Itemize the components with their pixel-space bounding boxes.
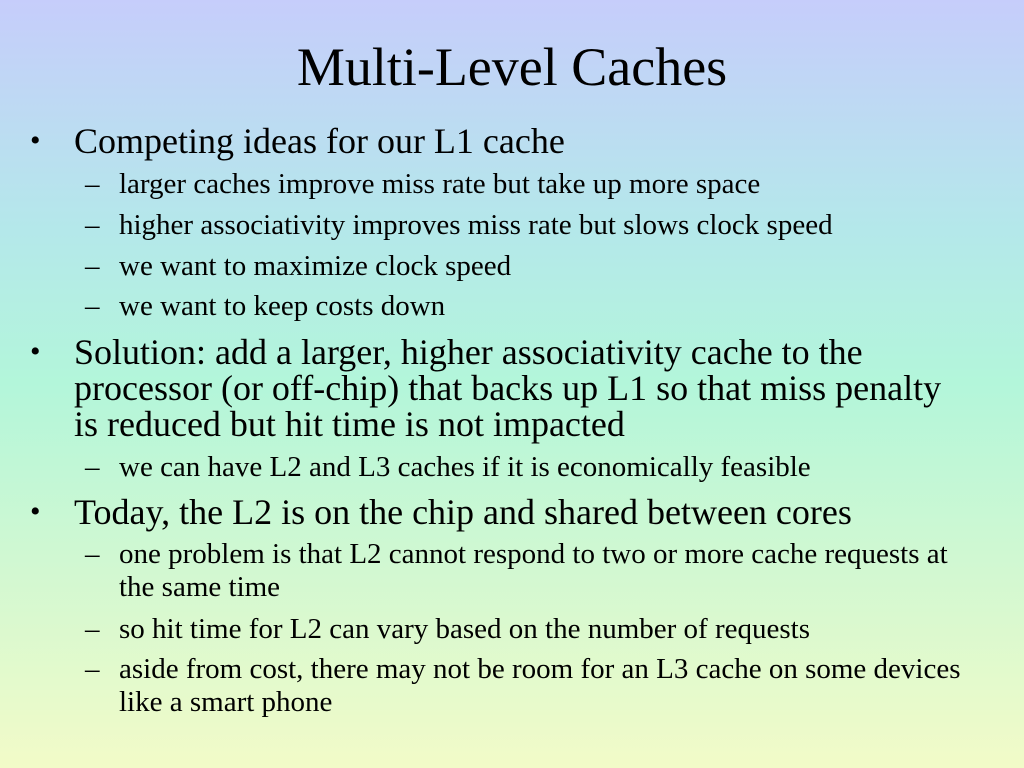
- bullet-dot-icon: •: [30, 124, 41, 157]
- dash-icon: –: [85, 250, 100, 282]
- sub-bullet-text: so hit time for L2 can vary based on the number of requests: [119, 613, 810, 645]
- dash-icon: –: [85, 451, 100, 483]
- dash-icon: –: [85, 538, 100, 570]
- sub-bullet-text: one problem is that L2 cannot respond to two or more cache requests at the same time: [119, 538, 948, 603]
- dash-icon: –: [85, 613, 100, 645]
- sub-bullet-text: larger caches improve miss rate but take up more space: [119, 168, 761, 200]
- sub-bullet-item: [85, 613, 979, 646]
- bullet-item: [30, 492, 974, 532]
- sub-bullet-item: [85, 653, 979, 719]
- sub-bullet-item: [85, 209, 979, 242]
- sub-bullet-item: [85, 250, 979, 283]
- dash-icon: –: [85, 653, 100, 685]
- sub-bullet-text: we can have L2 and L3 caches if it is economically feasible: [119, 451, 811, 483]
- sub-bullet-item: [85, 168, 979, 201]
- sub-bullet-text: we want to maximize clock speed: [119, 250, 512, 282]
- bullet-dot-icon: •: [30, 335, 41, 368]
- dash-icon: –: [85, 290, 100, 322]
- bullet-text: Competing ideas for our L1 cache: [74, 121, 565, 161]
- sub-bullet-item: [85, 451, 979, 484]
- dash-icon: –: [85, 168, 100, 200]
- sub-bullet-item: [85, 290, 979, 323]
- bullet-text: Today, the L2 is on the chip and shared between cores: [74, 492, 852, 532]
- bullet-item: [30, 332, 974, 444]
- dash-icon: –: [85, 209, 100, 241]
- bullet-item: [30, 121, 974, 161]
- sub-bullet-text: aside from cost, there may not be room for an L3 cache on some devices like a smart phone: [119, 653, 961, 718]
- bullet-text: Solution: add a larger, higher associativity cache to the processor (or off-chip) that backs up L1 so that miss penalty is reduced but hit time is not impacted: [74, 332, 942, 444]
- slide-title: Multi-Level Caches: [296, 37, 728, 97]
- sub-bullet-text: higher associativity improves miss rate but slows clock speed: [119, 209, 833, 241]
- bullet-dot-icon: •: [30, 495, 41, 528]
- sub-bullet-item: [85, 538, 979, 604]
- sub-bullet-text: we want to keep costs down: [119, 290, 446, 322]
